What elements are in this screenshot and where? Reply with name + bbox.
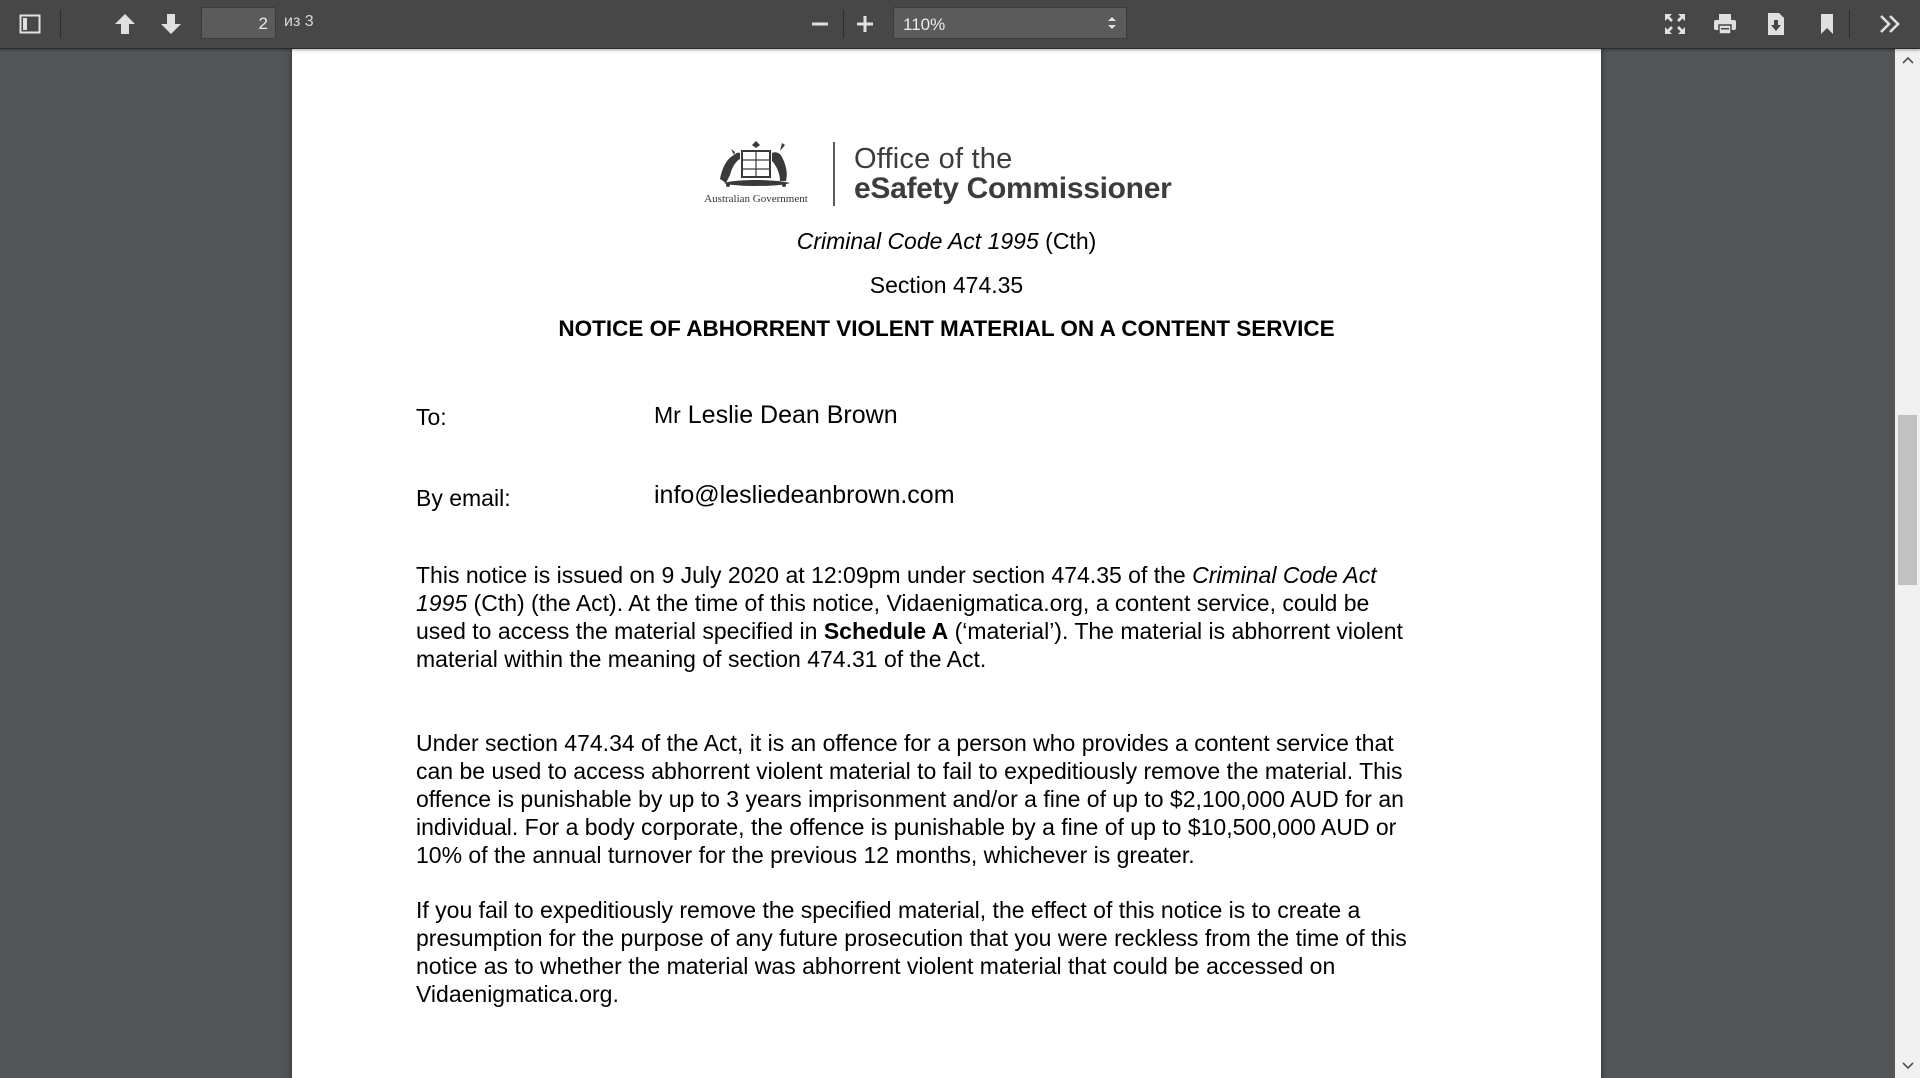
- arrow-up-icon: [114, 12, 136, 36]
- gov-label: Australian Government: [704, 193, 808, 205]
- to-value: [654, 401, 898, 430]
- coat-of-arms-icon: [696, 139, 816, 209]
- arrow-down-icon: [160, 12, 182, 36]
- text-run: (Cth) (the Act). At the time of this notice, Vidaenigmatica.org, a content service, could be: [467, 590, 1370, 616]
- paragraph-offence: [416, 729, 1466, 869]
- text-line: offence is punishable by up to 3 years imprisonment and/or a fine of up to $2,100,000 AUD for an: [416, 786, 1404, 812]
- pdf-page: [292, 48, 1601, 1078]
- toolbar-separator: [843, 10, 844, 38]
- text-line: notice as to whether the material was abhorrent violent material that could be accessed on: [416, 953, 1336, 979]
- to-name: Leslie Dean Brown: [680, 401, 898, 429]
- chevron-down-icon: [1902, 1062, 1914, 1070]
- minus-icon: [810, 14, 830, 34]
- paragraph-notice: [416, 561, 1466, 673]
- tools-button[interactable]: [1872, 6, 1908, 42]
- to-prefix: Mr: [654, 402, 681, 428]
- act-name: Criminal Code Act 1995: [796, 228, 1039, 254]
- toolbar-separator: [60, 10, 61, 38]
- chevron-up-icon: [1902, 56, 1914, 64]
- to-label: To:: [416, 404, 447, 430]
- download-icon: [1766, 12, 1786, 36]
- scroll-down-button[interactable]: [1895, 1056, 1920, 1076]
- select-arrows-icon: [1107, 14, 1117, 32]
- toolbar-separator: [1849, 10, 1850, 38]
- logo-line1: Office of the: [854, 143, 1013, 175]
- text-line: If you fail to expeditiously remove the specified material, the effect of this notice is to create a: [416, 897, 1361, 923]
- scroll-up-button[interactable]: [1895, 50, 1920, 70]
- section-number: Section 474.35: [869, 272, 1024, 298]
- text-line: presumption for the purpose of any future prosecution that you were reckless from the time of this: [416, 925, 1407, 951]
- text-line: 10% of the annual turnover for the previous 12 months, whichever is greater.: [416, 842, 1195, 868]
- text-run-italic: 1995: [416, 590, 468, 616]
- text-line: can be used to access abhorrent violent material to fail to expeditiously remove the material. This: [416, 758, 1403, 784]
- zoom-in-button[interactable]: [847, 6, 883, 42]
- bookmark-button[interactable]: [1809, 6, 1845, 42]
- zoom-out-button[interactable]: [802, 6, 838, 42]
- email-label: By email:: [416, 485, 511, 511]
- previous-page-button[interactable]: [107, 6, 143, 42]
- paragraph-presumption: [416, 896, 1466, 1008]
- print-button[interactable]: [1707, 6, 1743, 42]
- zoom-value: 110%: [903, 15, 946, 34]
- next-page-button[interactable]: [153, 6, 189, 42]
- text-run-italic: Criminal Code Act: [1192, 562, 1377, 588]
- page-number-input[interactable]: 2: [201, 7, 276, 39]
- sidebar-toggle-icon: [19, 14, 41, 34]
- text-run: (‘material’). The material is abhorrent violent: [948, 618, 1403, 644]
- text-line: Vidaenigmatica.org.: [416, 981, 619, 1007]
- esafety-logo: [696, 139, 1196, 209]
- presentation-mode-button[interactable]: [1657, 6, 1693, 42]
- logo-divider: [833, 142, 835, 206]
- bookmark-icon: [1819, 13, 1835, 35]
- sidebar-toggle-button[interactable]: [12, 6, 48, 42]
- text-line: Under section 474.34 of the Act, it is an offence for a person who provides a content service that: [416, 730, 1394, 756]
- text-run: This notice is issued on 9 July 2020 at 12:09pm under section 474.35 of the: [416, 562, 1193, 588]
- plus-icon: [855, 14, 875, 34]
- act-suffix: (Cth): [1038, 228, 1097, 254]
- page-count-label: из 3: [284, 13, 314, 30]
- print-icon: [1713, 13, 1737, 35]
- vertical-scrollbar[interactable]: [1895, 48, 1920, 1078]
- download-button[interactable]: [1758, 6, 1794, 42]
- zoom-select[interactable]: [893, 7, 1127, 39]
- email-value: info@lesliedeanbrown.com: [654, 481, 955, 509]
- fullscreen-icon: [1664, 13, 1686, 35]
- act-title: [292, 228, 1601, 255]
- text-run: material within the meaning of section 474.31 of the Act.: [416, 646, 987, 672]
- logo-line2: eSafety Commissioner: [854, 172, 1172, 205]
- text-run: used to access the material specified in: [416, 618, 824, 644]
- double-chevron-right-icon: [1879, 14, 1901, 34]
- notice-heading: NOTICE OF ABHORRENT VIOLENT MATERIAL ON A CONTENT SERVICE: [558, 316, 1335, 341]
- pdf-toolbar: [0, 0, 1920, 48]
- text-run-bold: Schedule A: [823, 618, 949, 644]
- text-line: individual. For a body corporate, the offence is punishable by a fine of up to $10,500,000 AUD or: [416, 814, 1397, 840]
- document-viewer[interactable]: [0, 48, 1895, 1078]
- scrollbar-thumb[interactable]: [1898, 415, 1917, 585]
